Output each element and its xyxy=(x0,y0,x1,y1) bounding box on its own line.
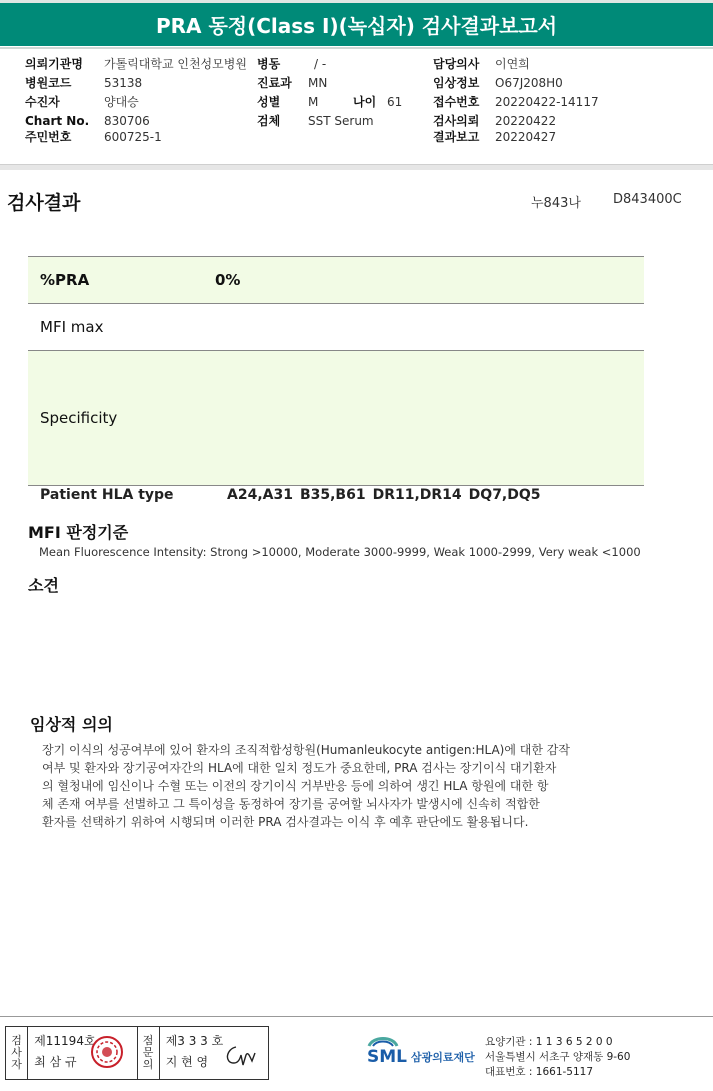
info-value: 가톨릭대학교 인천성모병원 xyxy=(104,57,247,71)
org-name: 삼광의료재단 xyxy=(411,1051,475,1064)
results-title: 검사결과 xyxy=(7,192,81,214)
info-row xyxy=(25,56,247,72)
tester-license-no: 제11194호 xyxy=(34,1034,96,1048)
info-mid-column xyxy=(257,56,402,129)
tester-name: 최 삼 규 xyxy=(34,1055,77,1069)
info-label: 검체 xyxy=(257,114,281,128)
section-divider xyxy=(0,164,713,170)
clinical-significance-text xyxy=(42,741,642,831)
pra-label: %PRA xyxy=(40,271,90,289)
address-line: 요양기관 : 1 1 3 6 5 2 0 0 xyxy=(485,1036,613,1048)
info-row xyxy=(257,113,402,129)
hla-a-value: A24,A31 xyxy=(227,487,293,503)
org-address xyxy=(485,1035,630,1080)
info-label: 검사의뢰 xyxy=(433,114,480,128)
info-label: 진료과 xyxy=(257,76,292,90)
specificity-row xyxy=(28,351,644,486)
info-value: 600725-1 xyxy=(104,130,162,144)
specificity-label: Specificity xyxy=(40,409,118,427)
test-code-kr: 누843나 xyxy=(531,196,581,211)
info-row xyxy=(25,129,247,145)
info-label: 담당의사 xyxy=(433,57,480,71)
info-row xyxy=(433,94,599,110)
approver-name: 지 현 영 xyxy=(165,1055,209,1069)
paragraph-line: 여부 및 환자와 장기공여자간의 HLA에 대한 일치 정도가 중요한데, PRA 검사는 장기이식 대기환자 xyxy=(42,761,557,775)
info-label: 접수번호 xyxy=(433,95,480,109)
report-footer xyxy=(0,1016,713,1091)
info-row xyxy=(433,113,599,129)
info-label: 수진자 xyxy=(25,95,60,109)
info-value: 양대승 xyxy=(104,95,139,109)
info-label: 결과보고 xyxy=(433,130,480,144)
mfi-max-label: MFI max xyxy=(40,318,104,336)
age-label: 나이 xyxy=(353,95,377,109)
info-label: 주민번호 xyxy=(25,130,72,144)
hla-b-value: B35,B61 xyxy=(299,487,366,503)
test-code: D843400C xyxy=(613,192,682,207)
hla-dr-value: DR11,DR14 xyxy=(372,487,462,503)
approver-license-no: 제3 3 3 호 xyxy=(165,1034,224,1048)
org-logo xyxy=(365,1031,475,1067)
info-row xyxy=(25,113,247,129)
info-value: 이연희 xyxy=(495,57,530,71)
info-label: 임상정보 xyxy=(433,76,480,90)
info-label: 의뢰기관명 xyxy=(25,57,83,71)
info-row xyxy=(25,75,247,91)
mfi-max-row xyxy=(28,304,644,351)
info-value: 20220422-14117 xyxy=(495,95,599,109)
pra-row xyxy=(28,257,644,304)
info-value: O67J208H0 xyxy=(495,76,563,90)
info-label: Chart No. xyxy=(25,114,90,128)
info-value: M xyxy=(308,95,319,109)
info-row xyxy=(257,75,402,91)
info-value: / - xyxy=(314,57,327,71)
address-line: 대표번호 : 1661-5117 xyxy=(485,1066,594,1078)
info-left-column xyxy=(25,56,247,145)
info-value: MN xyxy=(308,76,328,90)
info-row xyxy=(257,56,402,72)
hla-type-label: Patient HLA type xyxy=(40,487,174,503)
approver-info xyxy=(160,1027,268,1079)
age-value: 61 xyxy=(387,95,403,109)
tester-info xyxy=(28,1027,136,1079)
info-row xyxy=(433,75,599,91)
mfi-criteria-title: MFI 판정기준 xyxy=(28,523,129,542)
info-value: 20220422 xyxy=(495,114,557,128)
mfi-criteria-text: Mean Fluorescence Intensity: Strong >10000, Moderate 3000-9999, Weak 1000-2999, Very weak <1000 xyxy=(39,545,641,559)
opinion-title: 소견 xyxy=(28,576,59,595)
paragraph-line: 체 존재 여부를 선별하고 그 특이성을 동정하여 장기를 공여할 뇌사자가 발생시에 신속히 적합한 xyxy=(42,797,540,811)
paragraph-line: 장기 이식의 성공여부에 있어 환자의 조직적합성항원(Humanleukocyte antigen:HLA)에 대한 감작 xyxy=(42,743,570,757)
address-line: 서울특별시 서초구 양재동 9-60 xyxy=(485,1051,631,1063)
info-row xyxy=(433,56,599,72)
info-value: SST Serum xyxy=(308,114,374,128)
info-row xyxy=(25,94,247,110)
info-label: 병동 xyxy=(257,57,281,71)
hla-type-row xyxy=(28,487,644,503)
report-title: PRA 동정(Class I)(녹십자) 검사결과보고서 xyxy=(0,0,713,46)
info-value: 20220427 xyxy=(495,130,557,144)
info-right-column xyxy=(433,56,599,145)
seal-stamp-icon xyxy=(90,1035,124,1069)
approver-label: 점 문 의 xyxy=(137,1027,160,1079)
info-row xyxy=(433,129,599,145)
pra-value: 0% xyxy=(215,271,241,289)
info-value: 53138 xyxy=(104,76,143,90)
results-table xyxy=(28,256,644,486)
tester-label: 검 사 자 xyxy=(6,1027,28,1079)
info-value: 830706 xyxy=(104,114,150,128)
clinical-significance-title: 임상적 의의 xyxy=(30,715,113,734)
org-logo-text: SML xyxy=(367,1047,407,1067)
signature-icon xyxy=(222,1041,260,1069)
info-row xyxy=(257,94,402,110)
signature-box xyxy=(5,1026,269,1080)
info-label: 병원코드 xyxy=(25,76,72,90)
hla-dq-value: DQ7,DQ5 xyxy=(468,487,541,503)
info-label: 성별 xyxy=(257,95,281,109)
paragraph-line: 환자를 선택하기 위하여 시행되며 이러한 PRA 검사결과는 이식 후 예후 판단에도 활용됩니다. xyxy=(42,815,529,829)
paragraph-line: 의 혈청내에 임신이나 수혈 또는 이전의 장기이식 거부반응 등에 의하여 생긴 HLA 항원에 대한 항 xyxy=(42,779,549,793)
